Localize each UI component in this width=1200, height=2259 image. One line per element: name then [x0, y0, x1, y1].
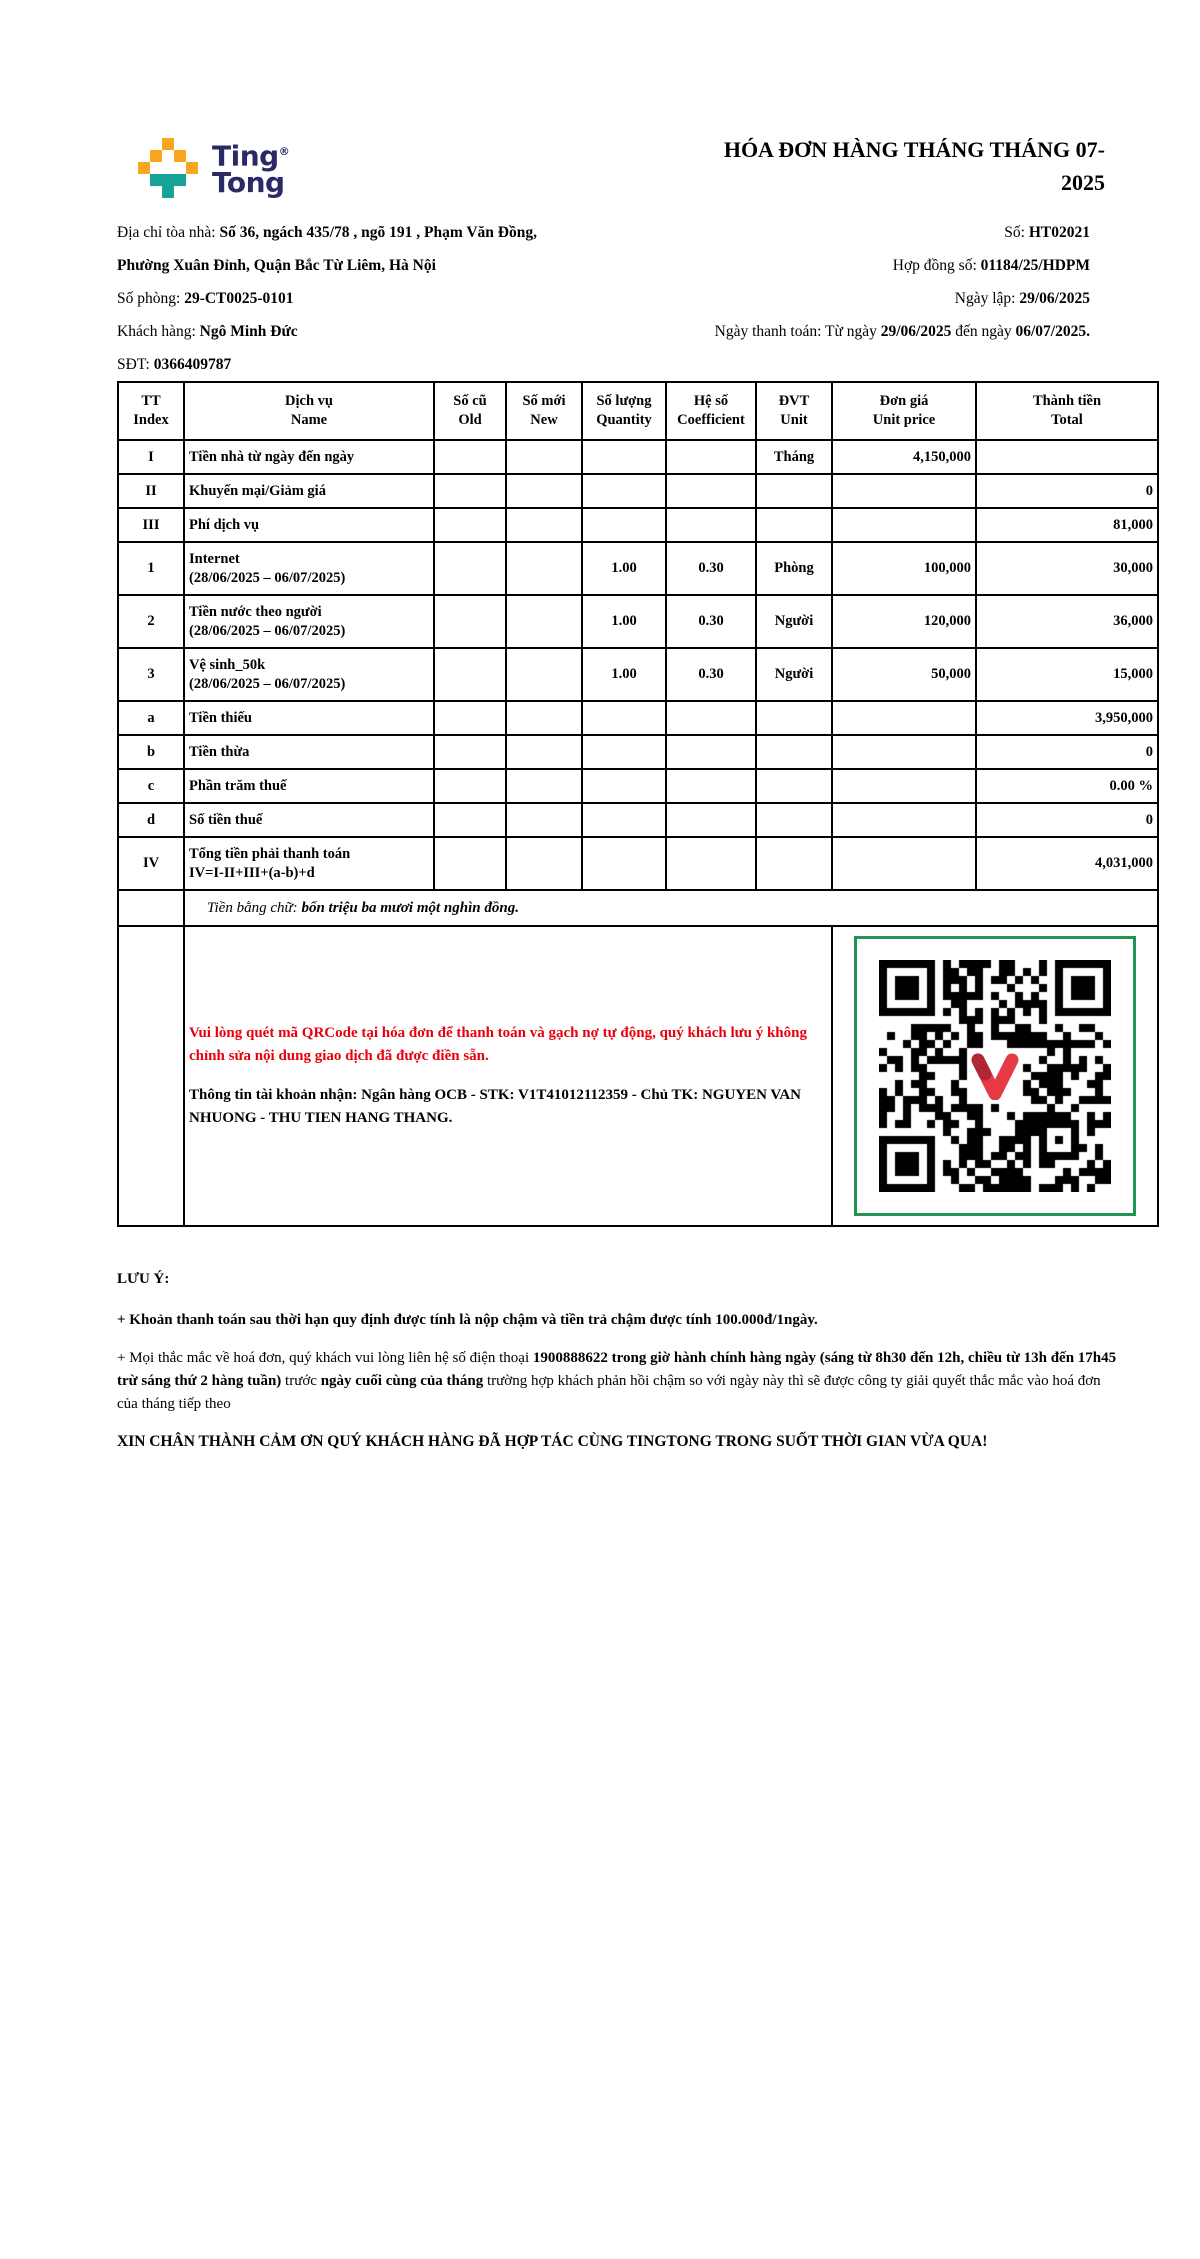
table-row — [118, 735, 1158, 769]
tingtong-logo — [138, 138, 289, 198]
cell-old — [434, 648, 506, 701]
table-header-row — [118, 382, 1158, 440]
info-line-address2: Phường Xuân Đỉnh, Quận Bắc Từ Liêm, Hà Nội — [117, 257, 436, 274]
cell-new — [506, 735, 582, 769]
cell-coefficient — [666, 803, 756, 837]
amount-in-words-row — [118, 890, 1158, 926]
cell-old — [434, 595, 506, 648]
cell-old — [434, 508, 506, 542]
amount-in-words-value: bốn triệu ba mươi một nghìn đồng. — [301, 899, 519, 916]
cell-total — [976, 440, 1158, 474]
brand-line-2: Tong — [212, 166, 285, 200]
cell-unit — [756, 837, 832, 890]
header-cell-total: Thành tiền Total — [976, 382, 1158, 440]
cell-unit-price — [832, 508, 976, 542]
cell-unit — [756, 769, 832, 803]
cell-new — [506, 542, 582, 595]
table-row — [118, 837, 1158, 890]
cell-name: Tiền nước theo người (28/06/2025 – 06/07/2025) — [184, 595, 434, 648]
amount-in-words — [184, 890, 1158, 926]
cell-total: 4,031,000 — [976, 837, 1158, 890]
cell-new — [506, 440, 582, 474]
cell-unit: Tháng — [756, 440, 832, 474]
table-row — [118, 769, 1158, 803]
invoice-title — [545, 133, 1105, 199]
cell-name: Internet (28/06/2025 – 06/07/2025) — [184, 542, 434, 595]
header-cell-coefficient: Hệ số Coefficient — [666, 382, 756, 440]
info-line-address: Địa chỉ tòa nhà: Số 36, ngách 435/78 , ngõ 191 , Phạm Văn Đồng, — [117, 224, 537, 241]
cell-unit-price — [832, 701, 976, 735]
header-cell-old: Số cũ Old — [434, 382, 506, 440]
cell-quantity — [582, 803, 666, 837]
cell-coefficient — [666, 508, 756, 542]
cell-total: 0 — [976, 735, 1158, 769]
cell-coefficient: 0.30 — [666, 595, 756, 648]
qr-row — [118, 926, 1158, 1226]
cell-index: d — [118, 803, 184, 837]
cell-name: Tổng tiền phải thanh toán IV=I-II+III+(a-b)+d — [184, 837, 434, 890]
cell-total: 36,000 — [976, 595, 1158, 648]
cell-coefficient — [666, 769, 756, 803]
cell-quantity — [582, 508, 666, 542]
table-row — [118, 701, 1158, 735]
cell-total: 0 — [976, 474, 1158, 508]
cell-unit-price — [832, 474, 976, 508]
table-row — [118, 648, 1158, 701]
meta-line-number: Số: HT02021 — [1004, 224, 1090, 241]
notes-heading: LƯU Ý: — [117, 1271, 170, 1287]
charges-table — [117, 381, 1159, 1227]
cell-name: Khuyến mại/Giảm giá — [184, 474, 434, 508]
meta-line-contract: Hợp đồng số: 01184/25/HDPM — [892, 257, 1090, 274]
cell-total: 0 — [976, 803, 1158, 837]
tingtong-logo-icon — [138, 138, 198, 198]
cell-new — [506, 837, 582, 890]
amount-in-words-label: Tiền bằng chữ: — [207, 899, 302, 916]
cell-unit-price: 50,000 — [832, 648, 976, 701]
cell-quantity: 1.00 — [582, 648, 666, 701]
table-row — [118, 542, 1158, 595]
header-cell-unit-price: Đơn giá Unit price — [832, 382, 976, 440]
cell-new — [506, 769, 582, 803]
cell-unit-price: 120,000 — [832, 595, 976, 648]
brand-line-1: Ting® — [212, 139, 290, 173]
cell-old — [434, 803, 506, 837]
cell-index: 1 — [118, 542, 184, 595]
table-row — [118, 803, 1158, 837]
cell-quantity — [582, 837, 666, 890]
cell-new — [506, 508, 582, 542]
cell-unit — [756, 735, 832, 769]
cell-name: Tiền thiếu — [184, 701, 434, 735]
cell-unit-price: 100,000 — [832, 542, 976, 595]
table-row — [118, 440, 1158, 474]
cell-empty — [118, 890, 184, 926]
cell-name: Tiền thừa — [184, 735, 434, 769]
cell-name: Tiền nhà từ ngày đến ngày — [184, 440, 434, 474]
cell-unit-price — [832, 803, 976, 837]
cell-coefficient: 0.30 — [666, 542, 756, 595]
header-cell-quantity: Số lượng Quantity — [582, 382, 666, 440]
cell-unit-price — [832, 837, 976, 890]
cell-index: a — [118, 701, 184, 735]
contact-note: + Mọi thắc mắc về hoá đơn, quý khách vui lòng liên hệ số điện thoại 1900888622 trong giờ hành chính hàng ngày (sáng từ 8h30 đến 12h, chiều từ 13h đến 17h45 trừ sáng thứ 2 hàng tuần) trước ngày cuối cùng của tháng trường hợp khách phản hồi chậm so với ngày này thì sẽ được công ty giải quyết thắc mắc vào hoá đơn của tháng tiếp theo — [117, 1350, 1117, 1412]
registered-mark: ® — [278, 145, 290, 158]
cell-quantity: 1.00 — [582, 595, 666, 648]
cell-total: 30,000 — [976, 542, 1158, 595]
cell-quantity — [582, 735, 666, 769]
cell-quantity — [582, 474, 666, 508]
cell-index: 2 — [118, 595, 184, 648]
cell-quantity — [582, 701, 666, 735]
cell-new — [506, 648, 582, 701]
qr-v-logo-icon — [968, 1052, 1022, 1100]
header-cell-unit: ĐVT Unit — [756, 382, 832, 440]
cell-coefficient: 0.30 — [666, 648, 756, 701]
cell-unit: Người — [756, 648, 832, 701]
cell-name: Phần trăm thuế — [184, 769, 434, 803]
cell-name: Số tiền thuế — [184, 803, 434, 837]
cell-coefficient — [666, 474, 756, 508]
cell-old — [434, 542, 506, 595]
table-row — [118, 508, 1158, 542]
cell-unit-price — [832, 735, 976, 769]
cell-coefficient — [666, 440, 756, 474]
invoice-title-line2: 2025 — [1061, 170, 1105, 195]
cell-unit — [756, 701, 832, 735]
cell-index: c — [118, 769, 184, 803]
table-row — [118, 474, 1158, 508]
cell-total: 81,000 — [976, 508, 1158, 542]
cell-quantity: 1.00 — [582, 542, 666, 595]
cell-coefficient — [666, 837, 756, 890]
cell-index: III — [118, 508, 184, 542]
cell-old — [434, 735, 506, 769]
cell-new — [506, 595, 582, 648]
cell-unit — [756, 508, 832, 542]
cell-unit: Phòng — [756, 542, 832, 595]
brand-text — [212, 138, 290, 200]
cell-name: Phí dịch vụ — [184, 508, 434, 542]
cell-old — [434, 474, 506, 508]
cell-unit — [756, 474, 832, 508]
invoice-title-line1: HÓA ĐƠN HÀNG THÁNG THÁNG 07- — [723, 137, 1105, 162]
cell-old — [434, 837, 506, 890]
info-line-room: Số phòng: 29-CT0025-0101 — [117, 290, 294, 307]
notes-section — [117, 1268, 1117, 1454]
cell-unit: Người — [756, 595, 832, 648]
qr-frame — [854, 936, 1136, 1216]
header-cell-name: Dịch vụ Name — [184, 382, 434, 440]
cell-coefficient — [666, 735, 756, 769]
meta-line-issue-date: Ngày lập: 29/06/2025 — [954, 290, 1090, 307]
payment-instructions — [184, 926, 832, 1226]
cell-old — [434, 769, 506, 803]
invoice-meta — [530, 216, 1090, 348]
cell-index: IV — [118, 837, 184, 890]
info-line-phone: SĐT: 0366409787 — [117, 356, 232, 373]
cell-new — [506, 803, 582, 837]
qr-note-red: Vui lòng quét mã QRCode tại hóa đơn để thanh toán và gạch nợ tự động, quý khách lưu ý không chỉnh sửa nội dung giao dịch đã được điền sẵn. — [189, 1025, 807, 1064]
cell-unit-price — [832, 769, 976, 803]
cell-index: b — [118, 735, 184, 769]
cell-total: 0.00 % — [976, 769, 1158, 803]
cell-coefficient — [666, 701, 756, 735]
cell-index: 3 — [118, 648, 184, 701]
cell-total: 3,950,000 — [976, 701, 1158, 735]
cell-index: I — [118, 440, 184, 474]
meta-line-payment-period: Ngày thanh toán: Từ ngày 29/06/2025 đến ngày 06/07/2025. — [714, 323, 1090, 340]
header-cell-new: Số mới New — [506, 382, 582, 440]
account-info: Thông tin tài khoản nhận: Ngân hàng OCB - STK: V1T41012112359 - Chủ TK: NGUYEN VAN NHUONG - THU TIEN HANG THANG. — [189, 1087, 801, 1126]
thanks-note: XIN CHÂN THÀNH CẢM ƠN QUÝ KHÁCH HÀNG ĐÃ HỢP TÁC CÙNG TINGTONG TRONG SUỐT THỜI GIAN VỪA QUA! — [117, 1433, 988, 1450]
cell-empty — [118, 926, 184, 1226]
late-payment-note: + Khoản thanh toán sau thời hạn quy định được tính là nộp chậm và tiền trả chậm được tính 100.000đ/1ngày. — [117, 1312, 818, 1328]
cell-quantity — [582, 440, 666, 474]
qr-cell — [832, 926, 1158, 1226]
header-cell-index: TT Index — [118, 382, 184, 440]
cell-name: Vệ sinh_50k (28/06/2025 – 06/07/2025) — [184, 648, 434, 701]
cell-quantity — [582, 769, 666, 803]
cell-unit — [756, 803, 832, 837]
table-row — [118, 595, 1158, 648]
cell-index: II — [118, 474, 184, 508]
info-line-customer: Khách hàng: Ngô Minh Đức — [117, 323, 298, 340]
cell-new — [506, 474, 582, 508]
cell-unit-price: 4,150,000 — [832, 440, 976, 474]
cell-total: 15,000 — [976, 648, 1158, 701]
cell-new — [506, 701, 582, 735]
cell-old — [434, 440, 506, 474]
cell-old — [434, 701, 506, 735]
